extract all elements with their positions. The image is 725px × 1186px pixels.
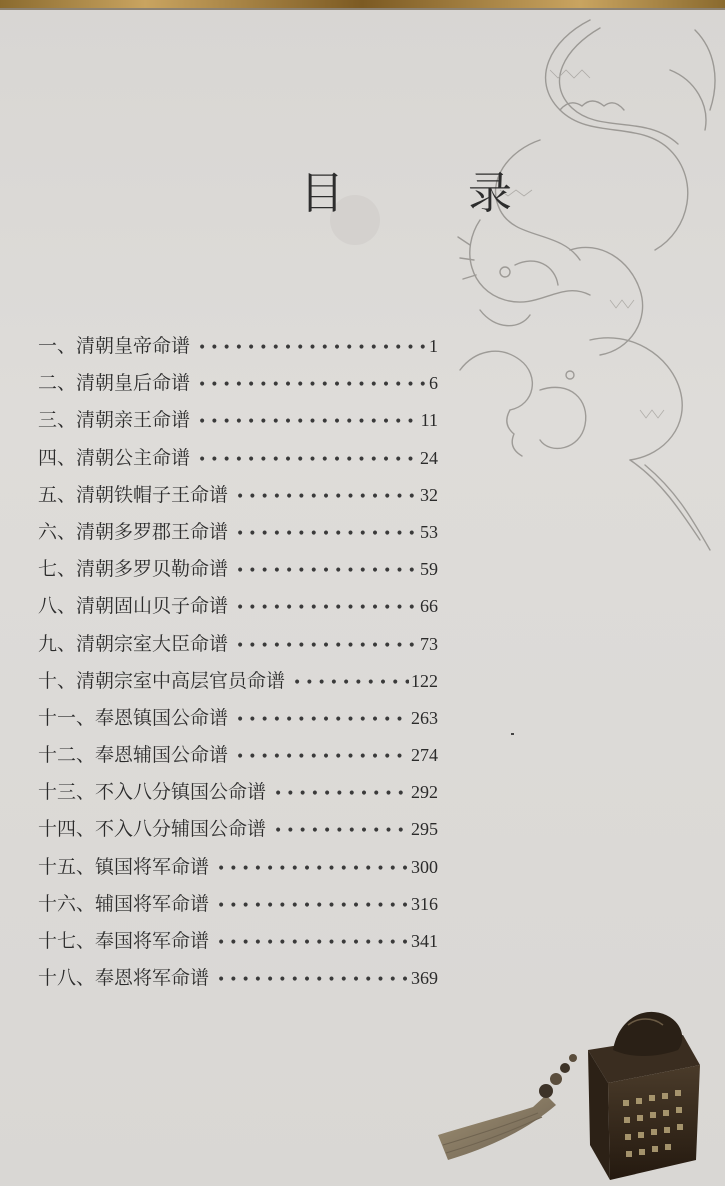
toc-entry-page: 73: [420, 633, 438, 654]
toc-leader-dots: [198, 404, 419, 441]
toc-leader-dots: [236, 516, 418, 553]
toc-entry[interactable]: [38, 737, 438, 774]
toc-entry-page: 24: [420, 447, 438, 468]
print-speck: [511, 733, 514, 735]
toc-entry-page: 1: [429, 336, 438, 356]
toc-entry-label: 五、清朝铁帽子王命谱: [38, 483, 229, 506]
toc-entry-label: 六、清朝多罗郡王命谱: [38, 520, 229, 543]
toc-entry-label: 十四、不入八分辅国公命谱: [38, 818, 267, 841]
toc-leader-dots: [236, 479, 418, 516]
toc-entry-label: 三、清朝亲王命谱: [38, 409, 191, 432]
toc-leader-dots: [217, 962, 409, 999]
toc-entry-page: 369: [411, 968, 438, 989]
toc-entry[interactable]: [38, 960, 438, 997]
toc-entry-page: 316: [411, 893, 438, 914]
toc-entry-label: 十七、奉国将军命谱: [38, 930, 210, 952]
toc-leader-dots: [217, 925, 409, 962]
toc-leader-dots: [236, 702, 409, 739]
toc-entry[interactable]: [38, 551, 438, 588]
toc-leader-dots: [217, 851, 409, 888]
toc-entry-label: 十三、不入八分镇国公命谱: [38, 781, 267, 804]
toc-leader-dots: [198, 367, 427, 404]
imperial-seal-icon: [438, 995, 725, 1186]
toc-entry-label: 十、清朝宗室中高层官员命谱: [38, 669, 286, 692]
toc-entry-page: 274: [411, 745, 438, 766]
toc-entry-label: 二、清朝皇后命谱: [38, 372, 191, 395]
toc-entry[interactable]: [38, 328, 438, 365]
toc-entry-page: 292: [411, 782, 438, 803]
table-of-contents: [38, 328, 438, 997]
toc-entry-label: 一、清朝皇帝命谱: [38, 335, 191, 357]
toc-entry-page: 59: [420, 559, 438, 580]
toc-entry-page: 6: [429, 373, 438, 394]
toc-entry[interactable]: [38, 700, 438, 737]
toc-leader-dots: [198, 330, 427, 367]
toc-entry-page: 32: [420, 484, 438, 505]
toc-entry[interactable]: [38, 774, 438, 811]
toc-entry[interactable]: [38, 440, 438, 477]
toc-entry[interactable]: [38, 588, 438, 625]
toc-entry[interactable]: [38, 811, 438, 848]
toc-entry-label: 九、清朝宗室大臣命谱: [38, 632, 229, 655]
toc-entry[interactable]: [38, 402, 438, 439]
toc-entry[interactable]: [38, 477, 438, 514]
toc-entry[interactable]: [38, 849, 438, 886]
page-title: 目 录: [300, 168, 552, 220]
toc-leader-dots: [236, 590, 418, 627]
toc-entry-page: 122: [411, 670, 438, 691]
toc-entry-page: 341: [411, 931, 438, 951]
toc-entry[interactable]: [38, 663, 438, 700]
toc-entry-label: 十二、奉恩辅国公命谱: [38, 744, 229, 767]
toc-entry[interactable]: [38, 886, 438, 923]
toc-leader-dots: [293, 665, 409, 702]
toc-entry[interactable]: [38, 923, 438, 960]
toc-leader-dots: [217, 888, 409, 925]
toc-entry-page: 295: [411, 819, 438, 840]
toc-entry-page: 263: [411, 707, 438, 728]
toc-entry-page: 11: [420, 410, 438, 431]
toc-entry[interactable]: [38, 514, 438, 551]
toc-leader-dots: [274, 813, 409, 850]
toc-leader-dots: [274, 776, 409, 813]
toc-entry-label: 八、清朝固山贝子命谱: [38, 595, 229, 618]
top-border: [0, 0, 725, 8]
toc-entry-page: 300: [411, 856, 438, 877]
toc-entry-page: 53: [420, 521, 438, 542]
toc-entry[interactable]: [38, 626, 438, 663]
toc-entry-label: 十八、奉恩将军命谱: [38, 967, 210, 990]
toc-leader-dots: [198, 442, 418, 479]
toc-leader-dots: [236, 628, 418, 665]
toc-entry-page: 66: [420, 596, 438, 617]
dragon-illustration-icon: [440, 10, 725, 570]
toc-entry-label: 七、清朝多罗贝勒命谱: [38, 558, 229, 581]
toc-leader-dots: [236, 553, 418, 590]
toc-entry[interactable]: [38, 365, 438, 402]
toc-leader-dots: [236, 739, 409, 776]
toc-entry-label: 十五、镇国将军命谱: [38, 855, 210, 878]
toc-entry-label: 四、清朝公主命谱: [38, 446, 191, 469]
toc-entry-label: 十一、奉恩镇国公命谱: [38, 706, 229, 729]
toc-entry-label: 十六、辅国将军命谱: [38, 892, 210, 915]
